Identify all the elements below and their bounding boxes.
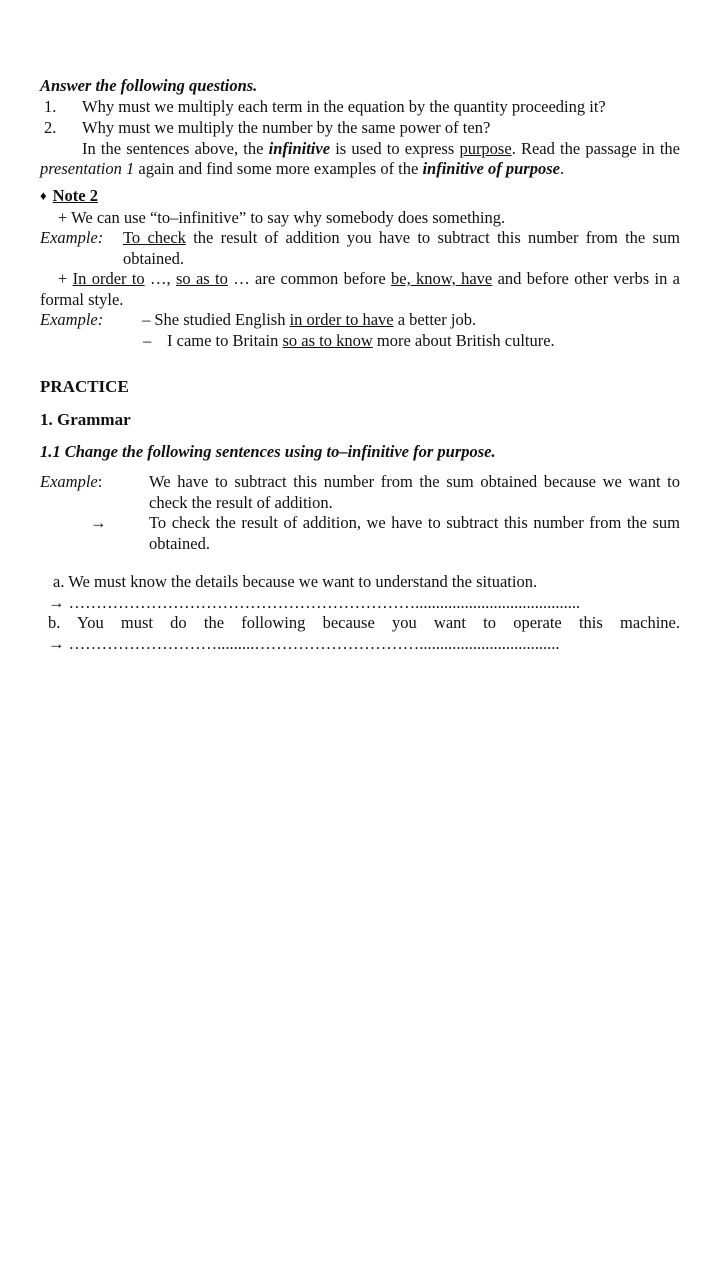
example-label	[40, 472, 149, 513]
exercise-list	[40, 572, 680, 654]
document-page	[40, 76, 680, 654]
questions-heading: Answer the following questions.	[40, 76, 258, 95]
practice-example	[40, 472, 680, 554]
diamond-bullet-icon: ♦	[40, 188, 47, 204]
note-example	[40, 310, 680, 331]
presentation-ref: presentation 1	[40, 159, 135, 178]
example-line	[142, 310, 680, 331]
rule-text: …,	[144, 269, 176, 288]
question-item	[40, 118, 680, 139]
intro-text: again and find some more examples of the	[134, 159, 423, 178]
infinitive-of-purpose-term: infinitive of purpose	[422, 159, 560, 178]
example-underlined: To check	[123, 228, 186, 247]
example-text: – She studied English	[142, 310, 290, 329]
example-text: a better job.	[393, 310, 477, 329]
example-sentence: We have to subtract this number from the sum obtained because we want to check the result of addition.	[149, 472, 680, 512]
intro-text: . Read the passage in the	[511, 138, 680, 158]
note-title: Note 2	[52, 186, 98, 206]
answer-line[interactable]: → ………………………………………………………........................................	[48, 592, 581, 612]
rule-text: +	[58, 269, 73, 288]
example-label-text: Example	[40, 472, 98, 491]
note-example-line	[40, 331, 680, 352]
rule-underlined: be, know, have	[391, 269, 493, 288]
grammar-heading: 1. Grammar	[40, 410, 131, 429]
example-text: the result of addition you have to subtract this number from the sum obtained.	[123, 228, 680, 268]
example-underlined: in order to have	[289, 310, 394, 329]
answer-line[interactable]: → ……………………….........…………………………..................................	[48, 633, 560, 653]
dash: –	[143, 330, 152, 350]
note-rule	[40, 269, 680, 310]
example-label: Example:	[40, 228, 104, 247]
example-answer: To check the result of addition, we have to subtract this number from the sum obtained.	[149, 513, 680, 553]
rule-underlined: In order to	[72, 269, 145, 288]
example-text: I came to Britain	[167, 330, 283, 350]
purpose-term: purpose	[459, 138, 512, 158]
example-underlined: so as to know	[282, 330, 373, 350]
exercise-item: a. We must know the details because we want to understand the situation.	[53, 572, 538, 591]
exercise-instruction: 1.1 Change the following sentences using to–infinitive for purpose.	[40, 442, 496, 461]
exercise-item: b. You must do the following because you want to operate this machine.	[48, 613, 680, 632]
practice-heading: PRACTICE	[40, 377, 129, 396]
intro-text: .	[559, 159, 565, 178]
rule-text: and before other verbs in a formal style.	[40, 269, 680, 309]
infinitive-term: infinitive	[268, 138, 331, 158]
question-number: 1.	[44, 96, 57, 116]
note-heading	[40, 186, 680, 208]
intro-paragraph	[40, 139, 680, 180]
question-text: Why must we multiply the number by the same power of ten?	[82, 117, 491, 137]
intro-text: In the sentences above, the	[82, 138, 269, 158]
example-line	[167, 331, 555, 352]
note-rule: + We can use “to–infinitive” to say why somebody does something.	[58, 207, 506, 227]
rule-text: … are common before	[227, 269, 392, 288]
arrow-icon: →	[90, 513, 107, 532]
note-example	[40, 228, 680, 269]
question-number: 2.	[44, 117, 57, 137]
example-colon: :	[97, 472, 103, 491]
rule-underlined: so as to	[175, 269, 228, 288]
question-text: Why must we multiply each term in the equation by the quantity proceeding it?	[82, 96, 606, 116]
example-text: more about British culture.	[372, 330, 555, 350]
question-item	[40, 97, 680, 118]
intro-text: is used to express	[330, 138, 460, 158]
example-label: Example:	[40, 310, 104, 329]
